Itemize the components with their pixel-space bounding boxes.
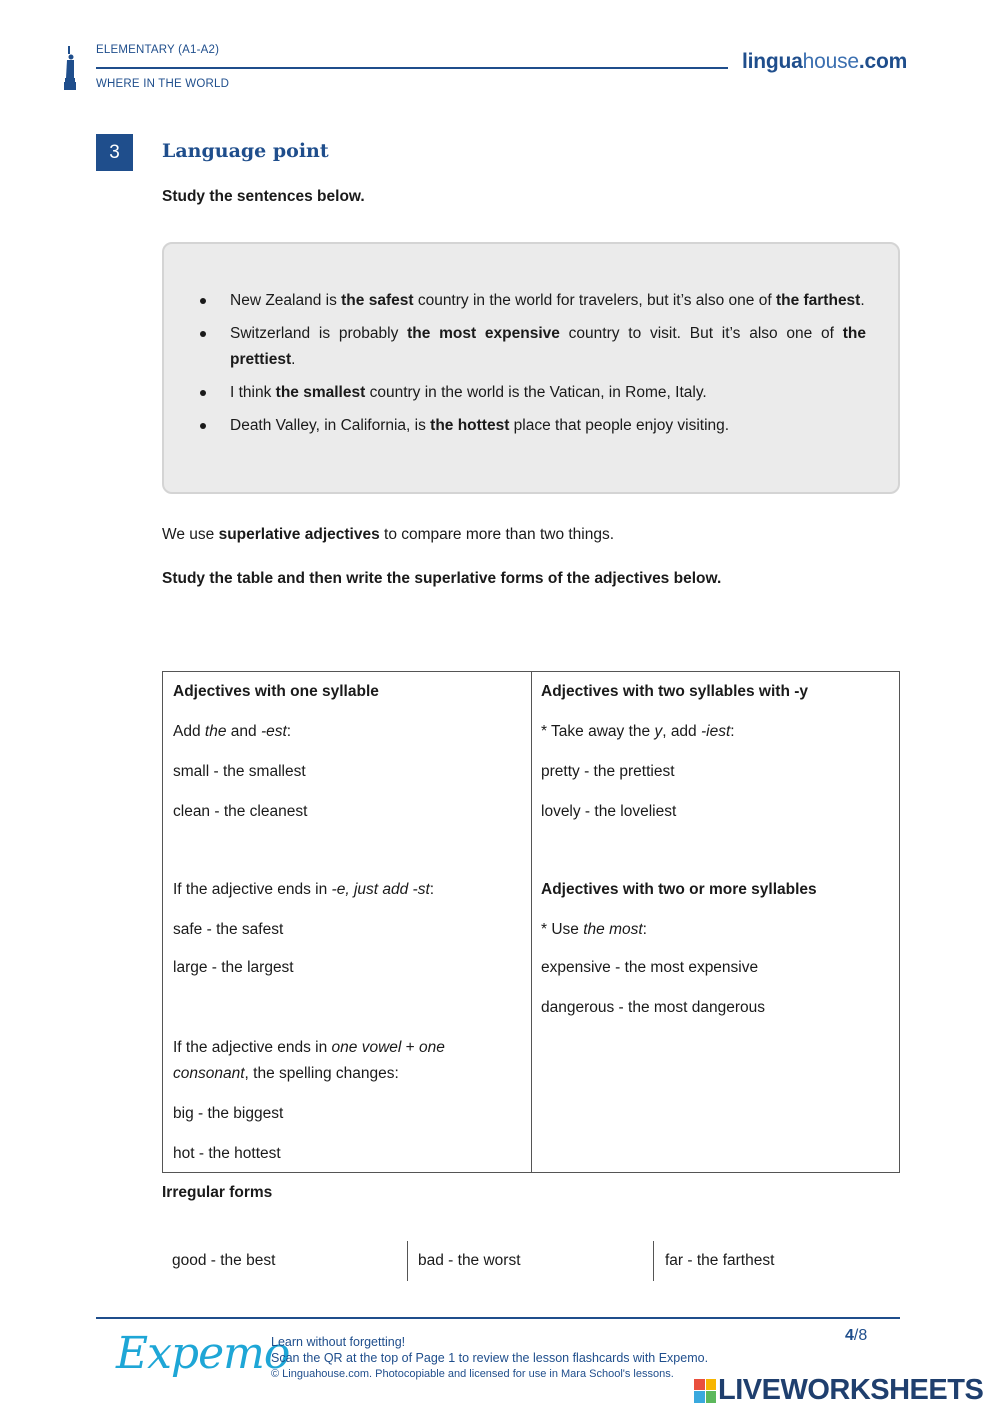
rule-two-syllable-y: * Take away the y, add -iest: [541, 723, 735, 740]
header-divider [96, 67, 728, 69]
rule-one-syllable: Add the and -est: [173, 723, 292, 740]
liveworksheets-icon [694, 1379, 716, 1403]
superlative-explanation: We use superlative adjectives to compare more than two things. [162, 526, 615, 543]
irregular-bad: bad - the worst [418, 1252, 521, 1269]
heading-two-syllable-y: Adjectives with two syllables with -y [541, 683, 809, 700]
section-number: 3 [96, 134, 133, 171]
irregular-divider [407, 1241, 408, 1281]
rule-vowel-consonant: If the adjective ends in one vowel + one consonant, the spelling changes: [173, 1039, 445, 1082]
example-sentence: Switzerland is probably the most expensive country to visit. But it’s also one of the prettiest. [164, 321, 898, 373]
table-column-divider [531, 672, 532, 1172]
example-dangerous: dangerous - the most dangerous [541, 999, 766, 1016]
example-sentence: New Zealand is the safest country in the world for travelers, but it’s also one of the farthest. [164, 288, 898, 314]
page-number: 4/8 [845, 1327, 868, 1344]
example-big: big - the biggest [173, 1105, 284, 1122]
superlative-rules-table [162, 671, 900, 1173]
footer-divider [96, 1317, 900, 1319]
example-sentence: Death Valley, in California, is the hottest place that people enjoy visiting. [164, 413, 898, 439]
example-small: small - the smallest [173, 763, 306, 780]
expemo-logo: Expemo [116, 1328, 290, 1379]
example-lovely: lovely - the loveliest [541, 803, 677, 820]
statue-of-liberty-icon [62, 46, 78, 90]
rule-ends-e: If the adjective ends in -e, just add -st: [173, 881, 435, 898]
footer-qr-note: Scan the QR at the top of Page 1 to review the lesson flashcards with Expemo. [271, 1351, 709, 1365]
example-clean: clean - the cleanest [173, 803, 308, 820]
example-sentences-box [162, 242, 900, 494]
irregular-divider [653, 1241, 654, 1281]
footer-copyright: © Linguahouse.com. Photocopiable and licensed for use in Mara School's lessons. [271, 1368, 674, 1380]
rule-two-or-more: * Use the most: [541, 921, 647, 938]
instruction-study-table: Study the table and then write the superlative forms of the adjectives below. [162, 570, 722, 587]
liveworksheets-watermark: LIVEWORKSHEETS [694, 1374, 983, 1407]
example-sentence: I think the smallest country in the world is the Vatican, in Rome, Italy. [164, 380, 898, 406]
example-expensive: expensive - the most expensive [541, 959, 759, 976]
footer-tagline: Learn without forgetting! [271, 1335, 406, 1349]
example-pretty: pretty - the prettiest [541, 763, 675, 780]
instruction-study-sentences: Study the sentences below. [162, 188, 365, 205]
heading-one-syllable: Adjectives with one syllable [173, 683, 379, 700]
irregular-good: good - the best [172, 1252, 276, 1269]
example-hot: hot - the hottest [173, 1145, 281, 1162]
example-list [164, 288, 898, 446]
example-large: large - the largest [173, 959, 294, 976]
brand-logo: linguahouse.com [742, 50, 908, 73]
heading-two-or-more: Adjectives with two or more syllables [541, 881, 817, 898]
irregular-far: far - the farthest [665, 1252, 775, 1269]
unit-label: WHERE IN THE WORLD [96, 78, 230, 90]
section-title: Language point [162, 140, 329, 162]
level-label: ELEMENTARY (A1-A2) [96, 44, 220, 56]
example-safe: safe - the safest [173, 921, 284, 938]
irregular-forms-title: Irregular forms [162, 1184, 273, 1201]
